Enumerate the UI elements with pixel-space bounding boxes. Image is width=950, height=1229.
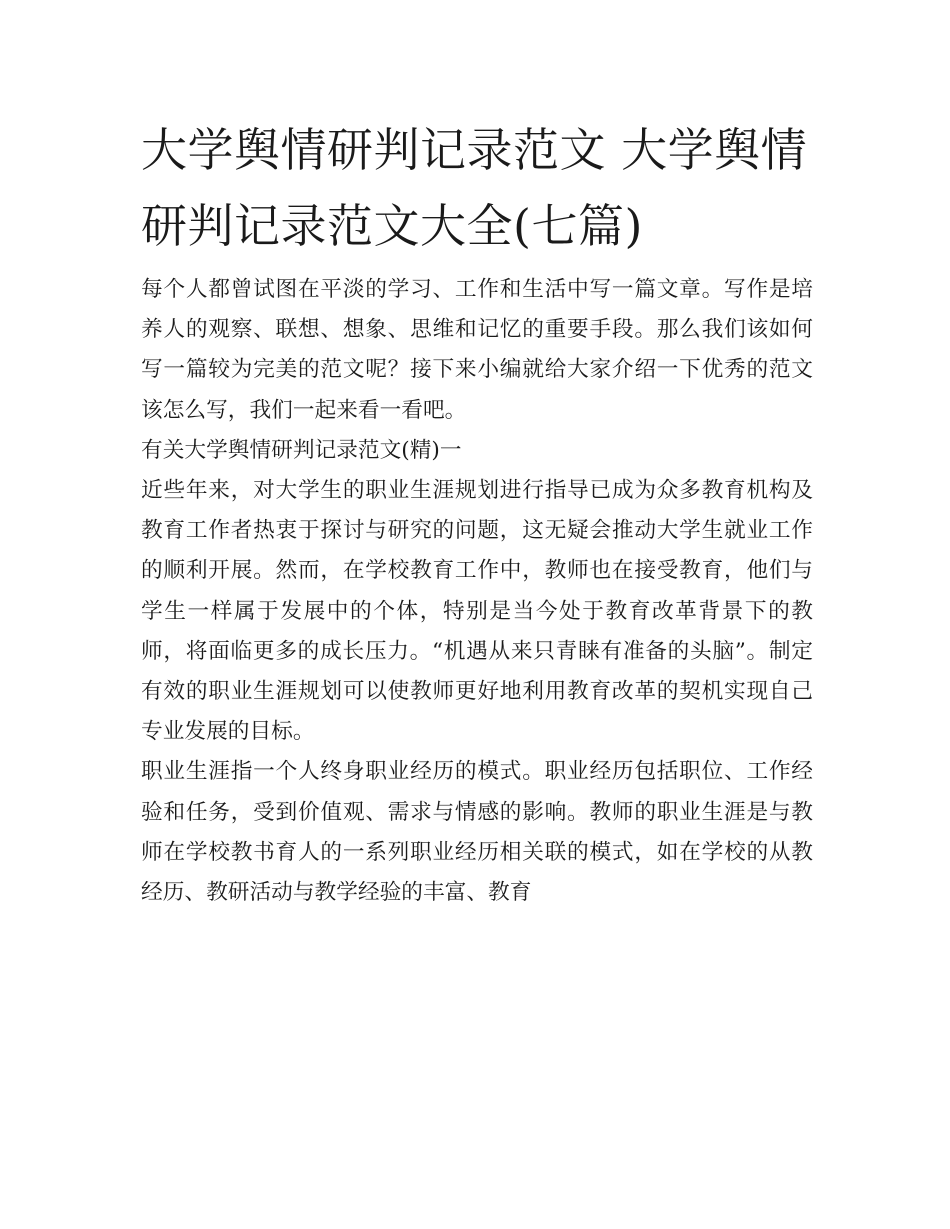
document-title: 大学舆情研判记录范文 大学舆情研判记录范文大全(七篇) xyxy=(141,123,808,253)
intro-paragraph: 每个人都曾试图在平淡的学习、工作和生活中写一篇文章。写作是培养人的观察、联想、想象、思维和记忆的重要手段。那么我们该如何写一篇较为完美的范文呢？接下来小编就给大家介绍一下优秀的范文该怎么写，我们一起来看一看吧。 xyxy=(141,277,813,423)
section-heading: 有关大学舆情研判记录范文(精)一 xyxy=(141,437,462,463)
document-body xyxy=(141,270,813,913)
document-page xyxy=(141,112,813,913)
body-paragraph: 近些年来，对大学生的职业生涯规划进行指导已成为众多教育机构及教育工作者热衷于探讨与研究的问题，这无疑会推动大学生就业工作的顺利开展。然而，在学校教育工作中，教师也在接受教育，他们与学生一样属于发展中的个体，特别是当今处于教育改革背景下的教师，将面临更多的成长压力。“机遇从来只青睐有准备的头脑”。制定有效的职业生涯规划可以使教师更好地利用教育改革的契机实现自己专业发展的目标。 xyxy=(141,478,813,745)
body-paragraph: 职业生涯指一个人终身职业经历的模式。职业经历包括职位、工作经验和任务，受到价值观、需求与情感的影响。教师的职业生涯是与教师在学校教书育人的一系列职业经历相关联的模式，如在学校的从教经历、教研活动与教学经验的丰富、教育 xyxy=(141,759,813,906)
